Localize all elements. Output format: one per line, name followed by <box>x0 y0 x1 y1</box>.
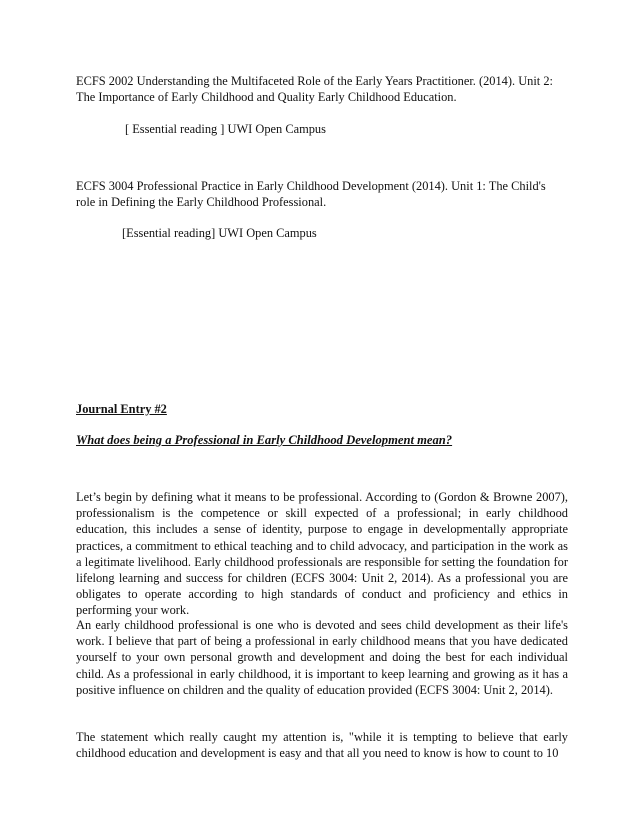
paragraph-1: Let’s begin by defining what it means to be professional. According to (Gordon & Browne 2007), professionalism is the competence or skill expected of a professional; in early childhood education, this includes a sense of identity, purpose to engage in developmentally appropriate practices, a commitment to ethical teaching and to child advocacy, and participation in the work as a legitimate livelihood. Early childhood professionals are responsible for setting the foundation for lifelong learning and success for children (ECFS 3004: Unit 2, 2014). As a professional you are obligates to operate according to high standards of conduct and proficiency and ethics in performing your work. <box>76 490 568 618</box>
reference-2: ECFS 3004 Professional Practice in Early Childhood Development (2014). Unit 1: The Child's role in Defining the Early Childhood Professional. <box>76 179 546 210</box>
reference-1-note: [ Essential reading ] UWI Open Campus <box>125 122 326 136</box>
journal-entry-title: Journal Entry #2 <box>76 402 167 416</box>
paragraph-3: The statement which really caught my attention is, "while it is tempting to believe that early childhood education and development is easy and that all you need to know is how to count to 10 <box>76 730 568 761</box>
paragraph-2: An early childhood professional is one who is devoted and sees child development as their life's work. I believe that part of being a professional in early childhood means that you have dedicated yourself to your own personal growth and development and doing the best for each individual child. As a professional in early childhood, it is important to keep learning and growing as it has a positive influence on children and the quality of education provided (ECFS 3004: Unit 2, 2014). <box>76 618 568 697</box>
reference-2-note: [Essential reading] UWI Open Campus <box>122 226 317 240</box>
journal-question: What does being a Professional in Early Childhood Development mean? <box>76 433 453 447</box>
reference-1: ECFS 2002 Understanding the Multifaceted Role of the Early Years Practitioner. (2014). Unit 2: The Importance of Early Childhood and Quality Early Childhood Education. <box>76 74 553 105</box>
